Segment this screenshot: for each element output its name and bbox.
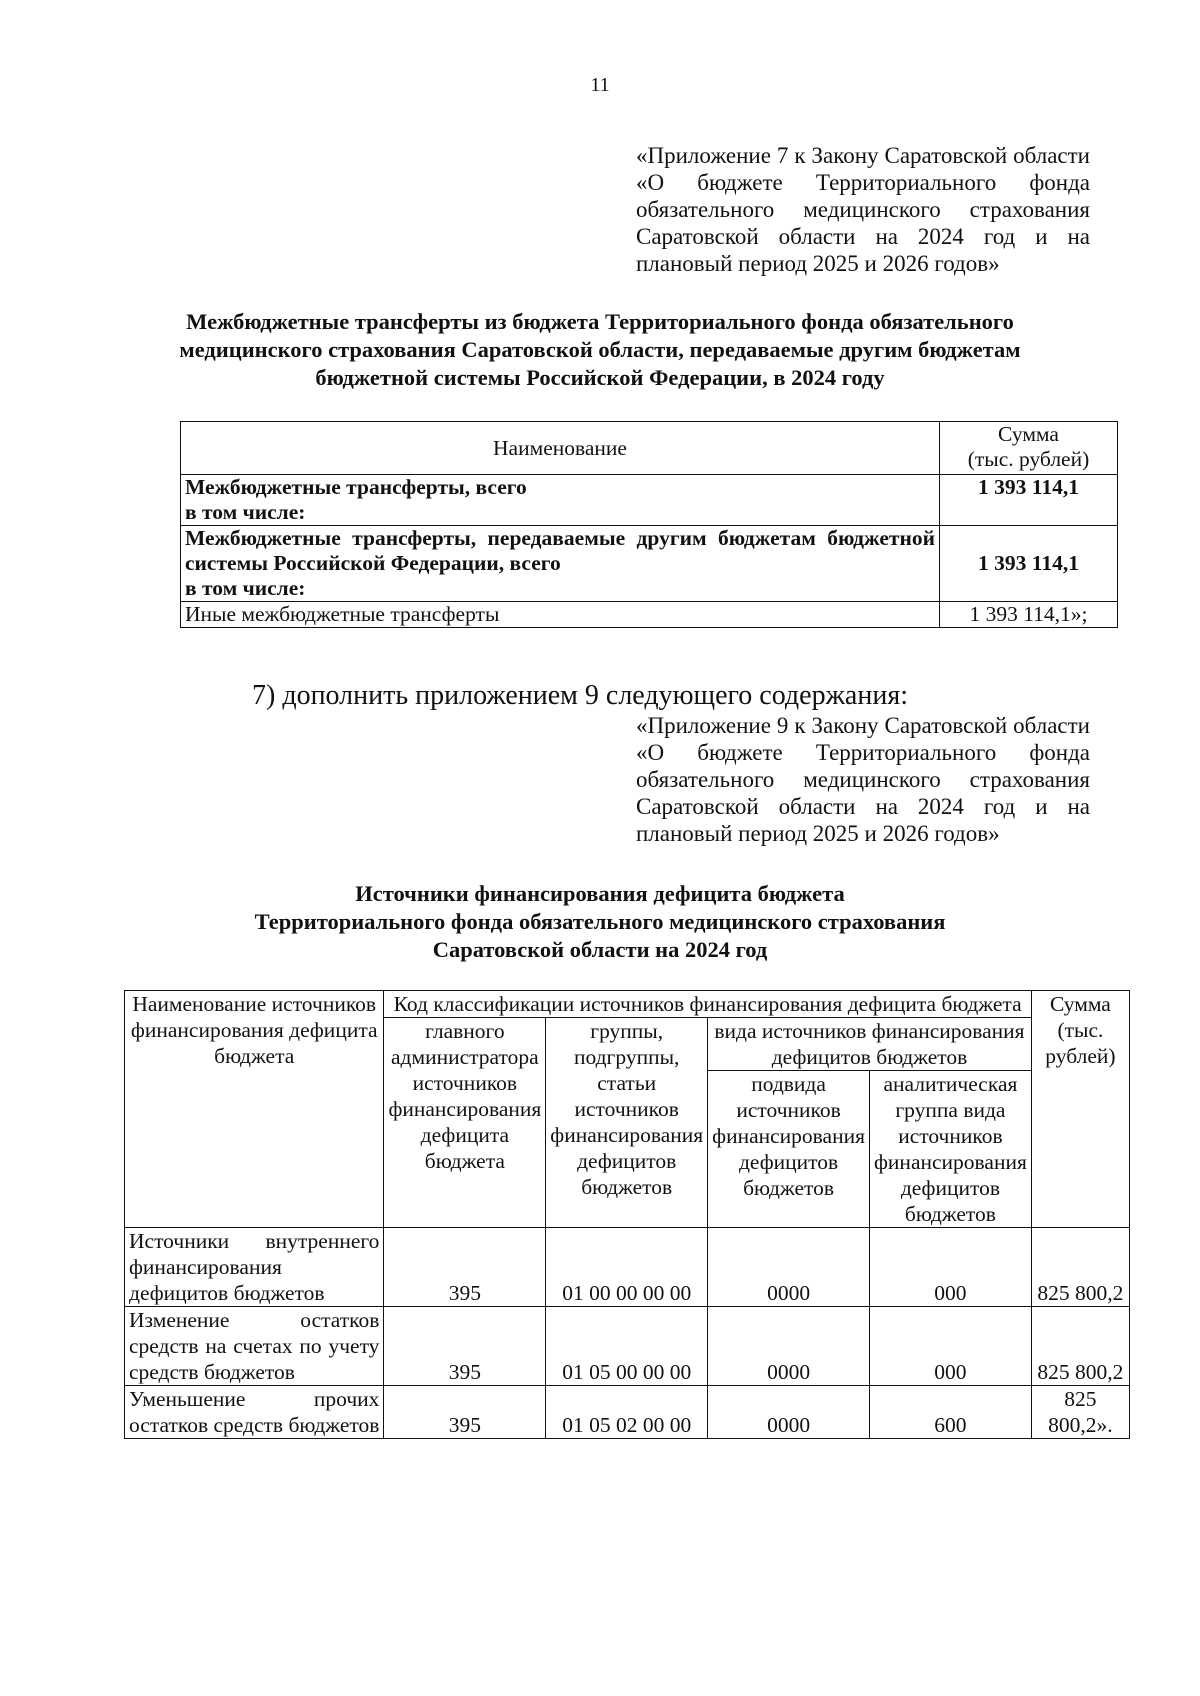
header-sum-line-1: Сумма [998, 422, 1059, 446]
table-row [125, 1307, 1130, 1386]
source-name: Изменение остатков средств на счетах по учету средств бюджетов [125, 1307, 384, 1386]
header-source-name: Наименование источников финансирования дефицита бюджета [125, 991, 384, 1228]
source-sum: 825 800,2». [1031, 1386, 1129, 1439]
source-admin-code: 395 [384, 1386, 546, 1439]
transfers-title-line-2: медицинского страхования Саратовской области, передаваемые другим бюджетам [179, 337, 1021, 362]
row-name-line-1: Межбюджетные трансферты, передаваемые другим бюджетам бюджетной системы Российской Федерации, всего [185, 526, 935, 575]
source-sum: 825 800,2 [1031, 1228, 1129, 1307]
source-group-code: 01 00 00 00 00 [546, 1228, 708, 1307]
row-name-line-2: в том числе: [185, 576, 306, 600]
header-name: Наименование [181, 422, 940, 475]
sources-title-line-1: Источники финансирования дефицита бюджета [355, 881, 845, 906]
table-row [125, 1386, 1130, 1439]
transfers-title-line-1: Межбюджетные трансферты из бюджета Территориального фонда обязательного [186, 309, 1014, 334]
source-admin-code: 395 [384, 1307, 546, 1386]
source-analytic-code: 000 [870, 1307, 1032, 1386]
sources-title-line-2: Территориального фонда обязательного медицинского страхования [254, 909, 946, 934]
header-code-group: Код классификации источников финансирования дефицита бюджета [384, 991, 1031, 1018]
sources-title-line-3: Саратовской области на 2024 год [432, 937, 768, 962]
row-name [181, 475, 940, 526]
source-analytic-code: 000 [870, 1228, 1032, 1307]
table-row [181, 526, 1118, 602]
source-group-code: 01 05 02 00 00 [546, 1386, 708, 1439]
row-name: Иные межбюджетные трансферты [181, 602, 940, 628]
row-name [181, 526, 940, 602]
row-name-line-1: Межбюджетные трансферты, всего [185, 475, 527, 499]
table-header-row [125, 991, 1130, 1018]
header-subkind: подвида источников финансирования дефицитов бюджетов [708, 1071, 870, 1228]
row-sum: 1 393 114,1 [940, 526, 1118, 602]
amendment-instruction: 7) дополнить приложением 9 следующего содержания: [252, 680, 908, 711]
source-name: Источники внутреннего финансирования дефицитов бюджетов [125, 1228, 384, 1307]
source-analytic-code: 600 [870, 1386, 1032, 1439]
row-name-line-2: в том числе: [185, 500, 306, 524]
appendix-9-reference: «Приложение 9 к Закону Саратовской области «О бюджете Территориального фонда обязательного медицинского страхования Саратовской области на 2024 год и на плановый период 2025 и 2026 годов» [636, 713, 1090, 846]
table-row [181, 602, 1118, 628]
sources-title [0, 880, 1200, 964]
header-sum: Сумма (тыс. рублей) [1031, 991, 1129, 1228]
page-number: 11 [590, 74, 610, 96]
source-sum: 825 800,2 [1031, 1307, 1129, 1386]
table-row [181, 475, 1118, 526]
header-sum-line-2: (тыс. рублей) [967, 447, 1090, 471]
source-subkind-code: 0000 [708, 1386, 870, 1439]
row-sum: 1 393 114,1 [940, 475, 1118, 526]
sources-table [124, 990, 1130, 1439]
transfers-title [0, 308, 1200, 392]
row-sum: 1 393 114,1»; [940, 602, 1118, 628]
table-row [125, 1228, 1130, 1307]
header-group: группы, подгруппы, статьи источников финансирования дефицитов бюджетов [546, 1018, 708, 1228]
header-sum [940, 422, 1118, 475]
source-subkind-code: 0000 [708, 1228, 870, 1307]
header-kind: вида источников финансирования дефицитов бюджетов [708, 1018, 1032, 1071]
appendix-7-reference: «Приложение 7 к Закону Саратовской области «О бюджете Территориального фонда обязательного медицинского страхования Саратовской области на 2024 год и на плановый период 2025 и 2026 годов» [636, 143, 1090, 276]
source-subkind-code: 0000 [708, 1307, 870, 1386]
transfers-title-line-3: бюджетной системы Российской Федерации, в 2024 году [315, 365, 885, 390]
header-analytic: аналитическая группа вида источников финансирования дефицитов бюджетов [870, 1071, 1032, 1228]
source-group-code: 01 05 00 00 00 [546, 1307, 708, 1386]
source-name: Уменьшение прочих остатков средств бюджетов [125, 1386, 384, 1439]
header-admin: главного администратора источников финансирования дефицита бюджета [384, 1018, 546, 1228]
transfers-table [180, 421, 1118, 628]
source-admin-code: 395 [384, 1228, 546, 1307]
table-header-row [181, 422, 1118, 475]
